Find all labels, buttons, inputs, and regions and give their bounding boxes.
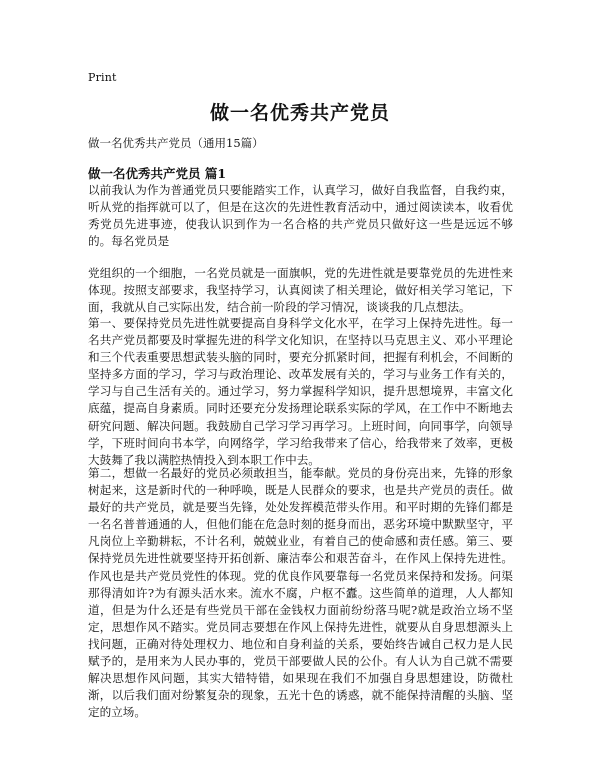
document-title: 做一名优秀共产党员	[209, 102, 390, 124]
paragraph-4: 第二，想做一名最好的党员必须敢担当，能奉献。党员的身份亮出来，先锋的形象树起来，这是新时代的一种呼唤，既是人民群众的要求，也是共产党员的责任。做最好的共产党员，就是要当先锋，处处发挥模范带头作用。和平时期的先锋们都是一名名普普通通的人，但他们能在危急时刻的挺身而出，恶劣环境中默默坚守，平凡岗位上辛勤耕耘，不计名利，兢兢业业，有着自己的使命感和责任感。第三、要保持党员先进性就要坚持开拓创新、廉洁奉公和艰苦奋斗，在作风上保持先进性。作风也是共产党员党性的体现。党的优良作风要靠每一名党员来保持和发扬。问渠那得清如许?为有源头活水来。流水不腐，户枢不蠹。这些简单的道理，人人都知道，但是为什么还是有些党员干部在金钱权力面前纷纷落马呢?就是政治立场不坚定，思想作风不踏实。党员同志要想在作风上保持先进性，就要从自身思想源头上找问题，正确对待处理权力、地位和自身利益的关系，要始终告诫自己权力是人民赋予的，是用来为人民办事的，党员干部要做人民的公仆。有人认为自己就不需要解决思想作风问题，其实大错特错，如果现在我们不加强自身思想建设，防微杜渐，以后我们面对纷繁复杂的现象，五光十色的诱惑，就不能保持清醒的头脑、坚定的立场。	[88, 466, 513, 720]
document-subtitle: 做一名优秀共产党员（通用15篇）	[88, 136, 264, 150]
paragraph-1: 以前我认为作为普通党员只要能踏实工作，认真学习，做好自我监督，自我约束，听从党的指挥就可以了，但是在这次的先进性教育活动中，通过阅读读本，收看优秀党员先进事迹，使我认识到作为一名合格的共产党员只做好这一些是远远不够的。每名党员是	[88, 183, 513, 249]
paragraph-3: 第一、要保持党员先进性就要提高自身科学文化水平，在学习上保持先进性。每一名共产党员都要及时掌握先进的科学文化知识，在坚持以马克思主义、邓小平理论和三个代表重要思想武装头脑的同时，要充分抓紧时间，把握有利机会，不间断的坚持多方面的学习，学习与政治理论、改革发展有关的，学习与业务工作有关的，学习与自己生活有关的。通过学习，努力掌握科学知识，提升思想境界，丰富文化底蕴，提高自身素质。同时还要充分发扬理论联系实际的学风，在工作中不断地去研究问题、解决问题。我鼓励自己学习学习再学习。上班时间，向同事学，向领导学，下班时间向书本学，向网络学，学习给我带来了信心，给我带来了效率，更极大鼓舞了我以满腔热情投入到本职工作中去。	[88, 316, 513, 467]
section-heading: 做一名优秀共产党员 篇1	[88, 166, 227, 181]
print-label[interactable]: Print	[88, 71, 117, 84]
paragraph-2: 党组织的一个细胞，一名党员就是一面旗帜，党的先进性就是要靠党员的先进性来体现。按照支部要求，我坚持学习，认真阅读了相关理论，做好相关学习笔记，下面，我就从自己实际出发，结合前一阶段的学习情况，谈谈我的几点想法。	[88, 266, 513, 315]
